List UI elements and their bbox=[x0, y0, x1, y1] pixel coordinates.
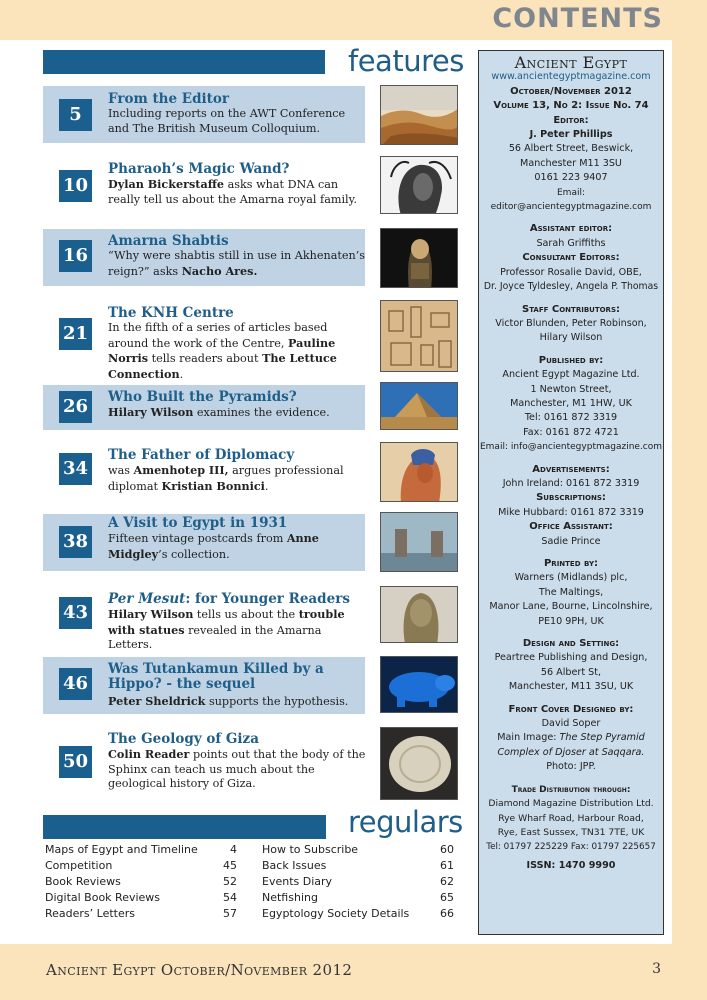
amenhotep-painting-image bbox=[380, 442, 458, 502]
regular-label: Readers’ Letters bbox=[45, 907, 136, 920]
printer-heading: Printed by: bbox=[543, 558, 599, 569]
regular-page: 61 bbox=[440, 859, 454, 872]
assistant-editor-heading: Assistant editor: bbox=[529, 223, 613, 235]
article-item[interactable] bbox=[43, 514, 365, 571]
page-number-badge: 26 bbox=[59, 391, 92, 423]
regular-page: 52 bbox=[223, 875, 237, 888]
regular-item[interactable] bbox=[45, 906, 237, 922]
printer-info: Manor Lane, Bourne, Lincolnshire, bbox=[489, 601, 653, 613]
printer-info: The Maltings, bbox=[538, 586, 604, 598]
regular-item[interactable] bbox=[262, 906, 454, 922]
pyramid-image bbox=[380, 382, 458, 430]
subscriptions-contact: Mike Hubbard: 0161 872 3319 bbox=[498, 506, 644, 518]
features-heading: features bbox=[348, 44, 464, 78]
regulars-heading: regulars bbox=[348, 805, 463, 839]
magazine-title: Ancient Egypt bbox=[514, 53, 628, 72]
regular-page: 60 bbox=[440, 843, 454, 856]
design-info: 56 Albert St, bbox=[540, 666, 602, 678]
page-footer bbox=[0, 944, 707, 1000]
publisher-phone: Tel: 0161 872 3319 bbox=[524, 412, 618, 424]
office-assistant-name: Sadie Prince bbox=[541, 535, 601, 547]
article-item[interactable] bbox=[43, 587, 365, 651]
staff-contributors: Victor Blunden, Peter Robinson, bbox=[495, 317, 647, 329]
article-description: Hilary Wilson examines the evidence. bbox=[108, 405, 330, 419]
assistant-editor-name: Sarah Griffiths bbox=[536, 237, 606, 249]
page-number-badge: 38 bbox=[59, 526, 92, 558]
cover-design-heading: Front Cover Designed by: bbox=[508, 703, 634, 715]
regular-item[interactable] bbox=[45, 890, 237, 906]
page-header bbox=[0, 0, 707, 40]
regular-page: 66 bbox=[440, 907, 454, 920]
regular-label: Events Diary bbox=[262, 875, 333, 888]
page-number-badge: 21 bbox=[59, 318, 92, 350]
regular-item[interactable] bbox=[262, 842, 454, 858]
printer-info: Warners (Midlands) plc, bbox=[514, 572, 628, 584]
publisher-info: Ancient Egypt Magazine Ltd. bbox=[502, 369, 640, 381]
article-description: “Why were shabtis still in use in Akhenaten’s reign?” asks Nacho Ares. bbox=[108, 249, 365, 278]
article-description: was Amenhotep III, argues professional diplomat Kristian Bonnici. bbox=[108, 463, 344, 493]
consultant-editors-heading: Consultant Editors: bbox=[522, 252, 620, 264]
editor-email[interactable]: Email: editor@ancientegyptmagazine.com bbox=[490, 187, 652, 213]
page-number-badge: 46 bbox=[59, 668, 92, 700]
regulars-list-right bbox=[262, 842, 454, 922]
regulars-list-left bbox=[45, 842, 237, 922]
article-title: Amarna Shabtis bbox=[108, 233, 229, 249]
article-item[interactable] bbox=[43, 728, 365, 803]
publisher-info: Manchester, M1 1HW, UK bbox=[510, 397, 632, 409]
publisher-info: 1 Newton Street, bbox=[530, 383, 612, 395]
article-item[interactable] bbox=[43, 156, 365, 216]
trade-distribution-info: Diamond Magazine Distribution Ltd. bbox=[488, 798, 654, 810]
masthead-sidebar bbox=[478, 50, 664, 935]
issue-date: October/November 2012 bbox=[510, 85, 632, 97]
design-heading: Design and Setting: bbox=[522, 638, 620, 650]
article-title: The Father of Diplomacy bbox=[108, 447, 295, 463]
article-title: Was Tutankamun Killed by a Hippo? - the sequel bbox=[108, 661, 324, 692]
subscriptions-heading: Subscriptions: bbox=[536, 492, 606, 504]
cover-image-caption: Complex of Djoser at Saqqara. bbox=[497, 746, 645, 758]
article-title: Per Mesut: for Younger Readers bbox=[108, 591, 350, 607]
regular-label: Competition bbox=[45, 859, 113, 872]
publisher-fax: Fax: 0161 872 4721 bbox=[523, 426, 619, 438]
article-description: Hilary Wilson tells us about the trouble with statues revealed in the Amarna Letters. bbox=[108, 607, 345, 651]
regular-item[interactable] bbox=[45, 874, 237, 890]
office-assistant-heading: Office Assistant: bbox=[529, 521, 613, 533]
relief-carving-image bbox=[380, 300, 458, 372]
footer-magazine-issue: Ancient Egypt October/November 2012 bbox=[46, 961, 353, 979]
article-description: Colin Reader points out that the body of the Sphinx can teach us much about the geological history of Giza. bbox=[108, 747, 366, 790]
features-bar bbox=[43, 50, 325, 74]
article-title: A Visit to Egypt in 1931 bbox=[108, 515, 288, 531]
regular-page: 65 bbox=[440, 891, 454, 904]
regular-label: Book Reviews bbox=[45, 875, 121, 888]
printer-info: PE10 9PH, UK bbox=[538, 615, 604, 627]
page-number-badge: 43 bbox=[59, 597, 92, 629]
blue-hippo-image bbox=[380, 656, 458, 713]
regular-item[interactable] bbox=[262, 890, 454, 906]
design-info: Manchester, M11 3SU, UK bbox=[508, 681, 634, 693]
article-item[interactable] bbox=[43, 229, 365, 286]
editor-name: J. Peter Phillips bbox=[529, 129, 613, 141]
article-title: From the Editor bbox=[108, 91, 229, 107]
article-item[interactable] bbox=[43, 86, 365, 143]
article-item[interactable] bbox=[43, 300, 365, 381]
page-number-badge: 5 bbox=[59, 99, 92, 131]
regular-item[interactable] bbox=[45, 842, 237, 858]
article-item[interactable] bbox=[43, 657, 365, 714]
regular-item[interactable] bbox=[45, 858, 237, 874]
consultant-editors: Professor Rosalie David, OBE, bbox=[500, 266, 642, 278]
article-item[interactable] bbox=[43, 385, 365, 430]
advertisements-heading: Advertisements: bbox=[532, 463, 610, 475]
regular-label: Egyptology Society Details bbox=[262, 907, 410, 920]
page-number-badge: 34 bbox=[59, 453, 92, 485]
regular-label: Netfishing bbox=[262, 891, 318, 904]
regular-page: 54 bbox=[223, 891, 237, 904]
regular-label: Back Issues bbox=[262, 859, 327, 872]
article-description: Including reports on the AWT Conference and The British Museum Colloquium. bbox=[108, 107, 346, 135]
regular-page: 62 bbox=[440, 875, 454, 888]
regular-label: How to Subscribe bbox=[262, 843, 359, 856]
footer-page-number: 3 bbox=[652, 961, 661, 977]
pharaoh-head-image bbox=[380, 156, 458, 214]
regular-label: Digital Book Reviews bbox=[45, 891, 161, 904]
editor-address: 56 Albert Street, Beswick, bbox=[508, 143, 634, 155]
article-title: Who Built the Pyramids? bbox=[108, 389, 297, 405]
staff-contributors-heading: Staff Contributors: bbox=[522, 303, 620, 315]
consultant-editors: Dr. Joyce Tyldesley, Angela P. Thomas bbox=[483, 281, 659, 293]
page-number-badge: 16 bbox=[59, 240, 92, 272]
article-title: The KNH Centre bbox=[108, 305, 234, 321]
fossil-image bbox=[380, 727, 458, 800]
article-description: Peter Sheldrick supports the hypothesis. bbox=[108, 694, 349, 708]
issn: ISSN: 1470 9990 bbox=[526, 859, 616, 871]
regulars-bar bbox=[43, 815, 326, 839]
page-number-badge: 50 bbox=[59, 746, 92, 778]
advertisements-contact: John Ireland: 0161 872 3319 bbox=[502, 477, 640, 489]
article-title: Pharaoh’s Magic Wand? bbox=[108, 161, 290, 177]
trade-distribution-heading: Trade Distribution through: bbox=[511, 784, 631, 795]
staff-contributors: Hilary Wilson bbox=[539, 332, 603, 344]
editor-heading: Editor: bbox=[553, 114, 589, 126]
regular-page: 57 bbox=[223, 907, 237, 920]
article-item[interactable] bbox=[43, 443, 365, 503]
article-description: In the fifth of a series of articles based around the work of the Centre, Pauline Norris tells readers about The Lettuce Connection. bbox=[108, 321, 337, 381]
trade-distribution-info: Rye Wharf Road, Harbour Road, bbox=[498, 812, 644, 824]
design-info: Peartree Publishing and Design, bbox=[494, 652, 648, 664]
volume-info: Volume 13, No 2: Issue No. 74 bbox=[493, 100, 649, 112]
editor-phone: 0161 223 9407 bbox=[534, 172, 608, 184]
colossi-postcard-image bbox=[380, 512, 458, 572]
cover-designer: David Soper bbox=[541, 718, 601, 730]
trade-distribution-info: Rye, East Sussex, TN31 7TE, UK bbox=[497, 826, 645, 838]
publisher-email[interactable]: Email: info@ancientegyptmagazine.com bbox=[479, 442, 663, 453]
page-number-badge: 10 bbox=[59, 170, 92, 202]
page-title: CONTENTS bbox=[492, 3, 663, 34]
cover-image-caption: Main Image: The Step Pyramid bbox=[497, 732, 645, 744]
regular-label: Maps of Egypt and Timeline bbox=[45, 843, 198, 856]
trade-distribution-phone: Tel: 01797 225229 Fax: 01797 225657 bbox=[486, 842, 656, 853]
desert-image bbox=[380, 85, 458, 145]
regular-page: 4 bbox=[230, 843, 237, 856]
statue-head-image bbox=[380, 586, 458, 643]
article-description: Dylan Bickerstaffe asks what DNA can really tell us about the Amarna royal family. bbox=[108, 177, 358, 206]
magazine-url[interactable]: www.ancientegyptmagazine.com bbox=[491, 71, 651, 83]
regular-item[interactable] bbox=[262, 874, 454, 890]
shabti-image bbox=[380, 228, 458, 288]
regular-page: 45 bbox=[223, 859, 237, 872]
editor-address: Manchester M11 3SU bbox=[520, 157, 622, 169]
article-title: The Geology of Giza bbox=[108, 731, 259, 747]
publisher-heading: Published by: bbox=[538, 354, 604, 366]
regular-item[interactable] bbox=[262, 858, 454, 874]
cover-photo-credit: Photo: JPP. bbox=[546, 761, 596, 773]
article-description: Fifteen vintage postcards from Anne Midgley’s collection. bbox=[108, 531, 319, 561]
